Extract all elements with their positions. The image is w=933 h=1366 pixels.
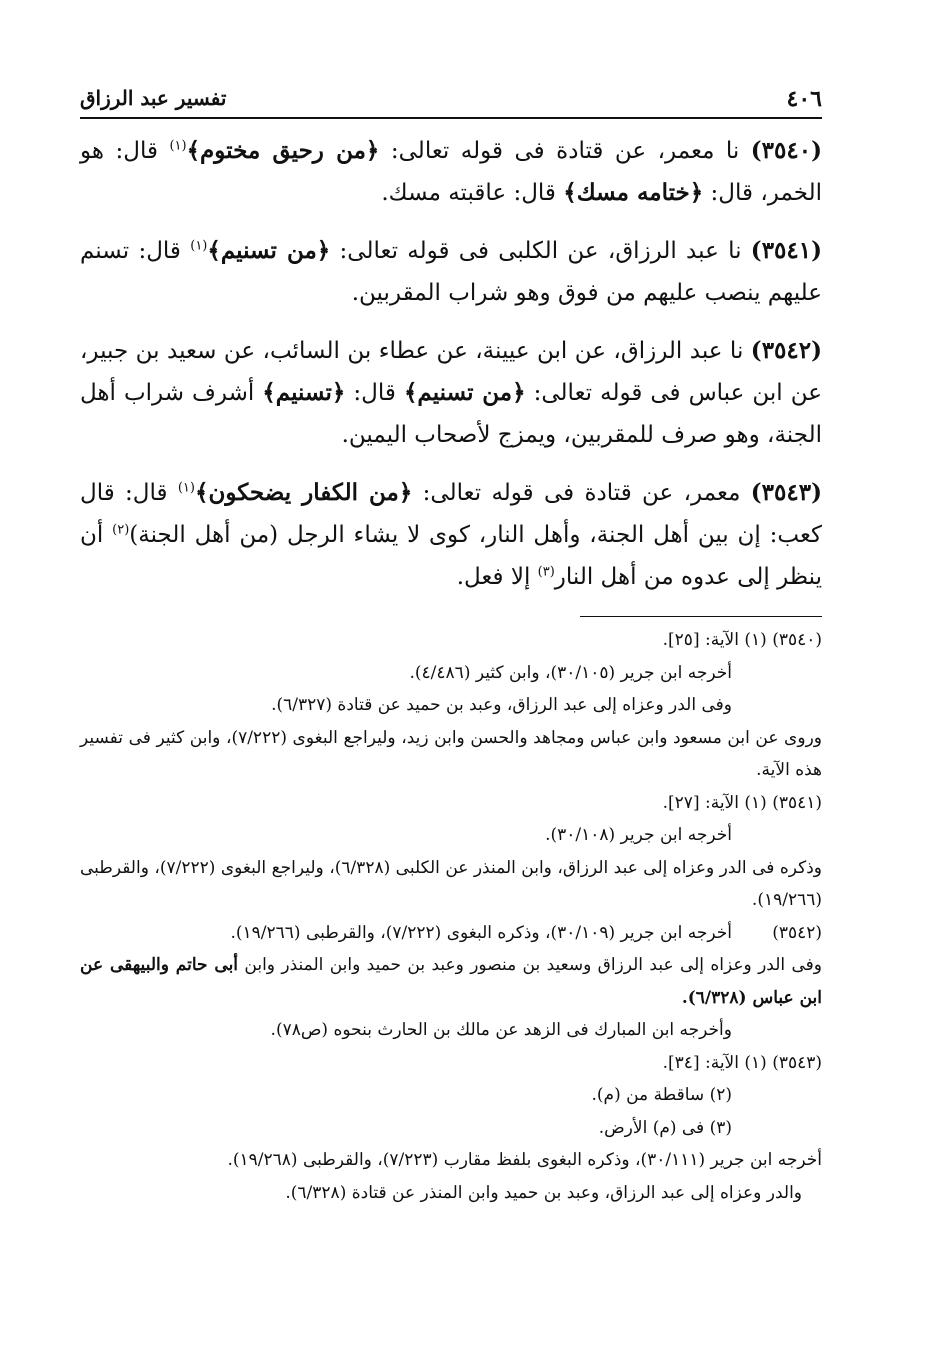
narration-text: إلا فعل.: [456, 564, 538, 590]
narration-text: قال: قال كعب: إن بين أهل الجنة، وأهل النار، كوى لا يشاء الرجل (من أهل الجنة): [80, 480, 823, 548]
footnote-line: أخرجه ابن جرير (٣٠/١٠٥)، وابن كثير (٤/٤٨٦).: [409, 662, 732, 683]
narration-text: قال:: [345, 380, 404, 406]
header-rule: [80, 117, 822, 119]
running-header: [80, 80, 822, 116]
footnote-separator: [580, 616, 822, 617]
narration-number: (٣٥٤٠): [750, 137, 822, 164]
quran-quote: ﴿من تسنيم﴾: [207, 237, 331, 264]
narration-3540: [80, 130, 822, 214]
footnote-text: أبى حاتم والبيهقى عن ابن عباس (٦/٣٢٨).: [80, 955, 822, 1008]
narration-3543: [80, 472, 822, 598]
narration-number: (٣٥٤١): [750, 237, 822, 264]
footnote-line: [80, 949, 822, 1014]
footnotes: [80, 624, 822, 1209]
footnote-line: أخرجه ابن جرير (٣٠/١٠٨).: [545, 825, 732, 845]
main-text: [80, 130, 822, 614]
footnote-text: وفى الدر وعزاه إلى عبد الرزاق وسعيد بن منصور وعبد بن حميد وابن المنذر وابن: [238, 955, 822, 975]
narration-text: أن ينظر إلى عدوه من أهل النار: [80, 522, 822, 590]
narration-text: معمر، عن قتادة فى قوله تعالى:: [412, 480, 751, 506]
narration-text: نا عبد الرزاق، عن ابن عيينة، عن عطاء بن السائب، عن سعيد بن جبير، عن ابن عباس فى قوله تعالى:: [80, 338, 822, 406]
narration-text: قال: تسنم عليهم ينصب عليهم من فوق وهو شراب المقربين.: [80, 238, 822, 306]
footnote-line: أخرجه ابن جرير (٣٠/١١١)، وذكره البغوى بلفظ مقارب (٧/٢٢٣)، والقرطبى (١٩/٢٦٨).: [227, 1150, 822, 1170]
footnote-line: وفى الدر وعزاه إلى عبد الرزاق، وعبد بن حميد عن قتادة (٦/٣٢٧).: [271, 695, 732, 715]
footnote-line: وأخرجه ابن المبارك فى الزهد عن مالك بن الحارث بنحوه (ص٧٨).: [270, 1020, 732, 1040]
narration-3541: [80, 230, 822, 314]
footnote-label: (٣٥٤٢): [772, 922, 822, 943]
narration-number: (٣٥٤٣): [750, 479, 822, 506]
footnote-line: (٣) فى (م) الأرض.: [598, 1117, 732, 1138]
quran-quote: ﴿تسنيم﴾: [262, 379, 346, 406]
footnote-line: أخرجه ابن جرير (٣٠/١٠٩)، وذكره البغوى (٧/٢٢٢)، والقرطبى (١٩/٢٦٦).: [230, 922, 732, 943]
footnote-label: (٣٥٤٠) (١) الآية: [٢٥].: [662, 630, 822, 650]
footnote-group-3542: [80, 917, 822, 950]
narration-text: نا معمر، عن قتادة فى قوله تعالى:: [379, 138, 751, 164]
quran-quote: ﴿ختامه مسك﴾: [563, 179, 704, 206]
narration-text: نا عبد الرزاق، عن الكلبى فى قوله تعالى:: [330, 238, 751, 264]
quran-quote: ﴿من تسنيم﴾: [403, 379, 526, 406]
narration-text: قال: هو الخمر، قال:: [80, 138, 822, 206]
footnote-line: (٢) ساقطة من (م).: [591, 1085, 732, 1105]
footnote-line: وروى عن ابن مسعود وابن عباس ومجاهد والحسن وابن زيد، وليراجع البغوى (٧/٢٢٢)، وابن كثير فى تفسير هذه الآية.: [80, 727, 822, 780]
footnote-ref: (٢): [112, 522, 130, 538]
quran-quote: ﴿من رحيق مختوم﴾: [186, 137, 380, 164]
narration-number: (٣٥٤٢): [750, 337, 822, 364]
footnote-line: وذكره فى الدر وعزاه إلى عبد الرزاق، وابن المنذر عن الكلبى (٦/٣٢٨)، وليراجع البغوى (٧/٢٢٢)، والقرطبى (١٩/٢٦٦).: [80, 857, 822, 910]
footnote-ref: (٣): [537, 564, 555, 580]
narration-text: أشرف شراب أهل الجنة، وهو صرف للمقربين، ويمزج لأصحاب اليمين.: [80, 380, 822, 448]
book-title: تفسير عبد الرزاق: [80, 86, 227, 110]
narration-text: قال: عاقبته مسك.: [381, 180, 564, 206]
page-number: ٤٠٦: [786, 86, 822, 112]
narration-3542: [80, 330, 822, 456]
footnote-ref: (١): [177, 480, 195, 496]
footnote-label: (٣٥٤١) (١) الآية: [٢٧].: [662, 792, 822, 813]
quran-quote: ﴿من الكفار يضحكون﴾: [194, 479, 413, 506]
footnote-ref: (١): [190, 238, 208, 254]
footnote-ref: (١): [169, 138, 187, 154]
footnote-label: (٣٥٤٣) (١) الآية: [٣٤].: [662, 1052, 822, 1073]
footnote-line: والدر وعزاه إلى عبد الرزاق، وعبد بن حميد وابن المنذر عن قتادة (٦/٣٢٨).: [285, 1182, 802, 1203]
